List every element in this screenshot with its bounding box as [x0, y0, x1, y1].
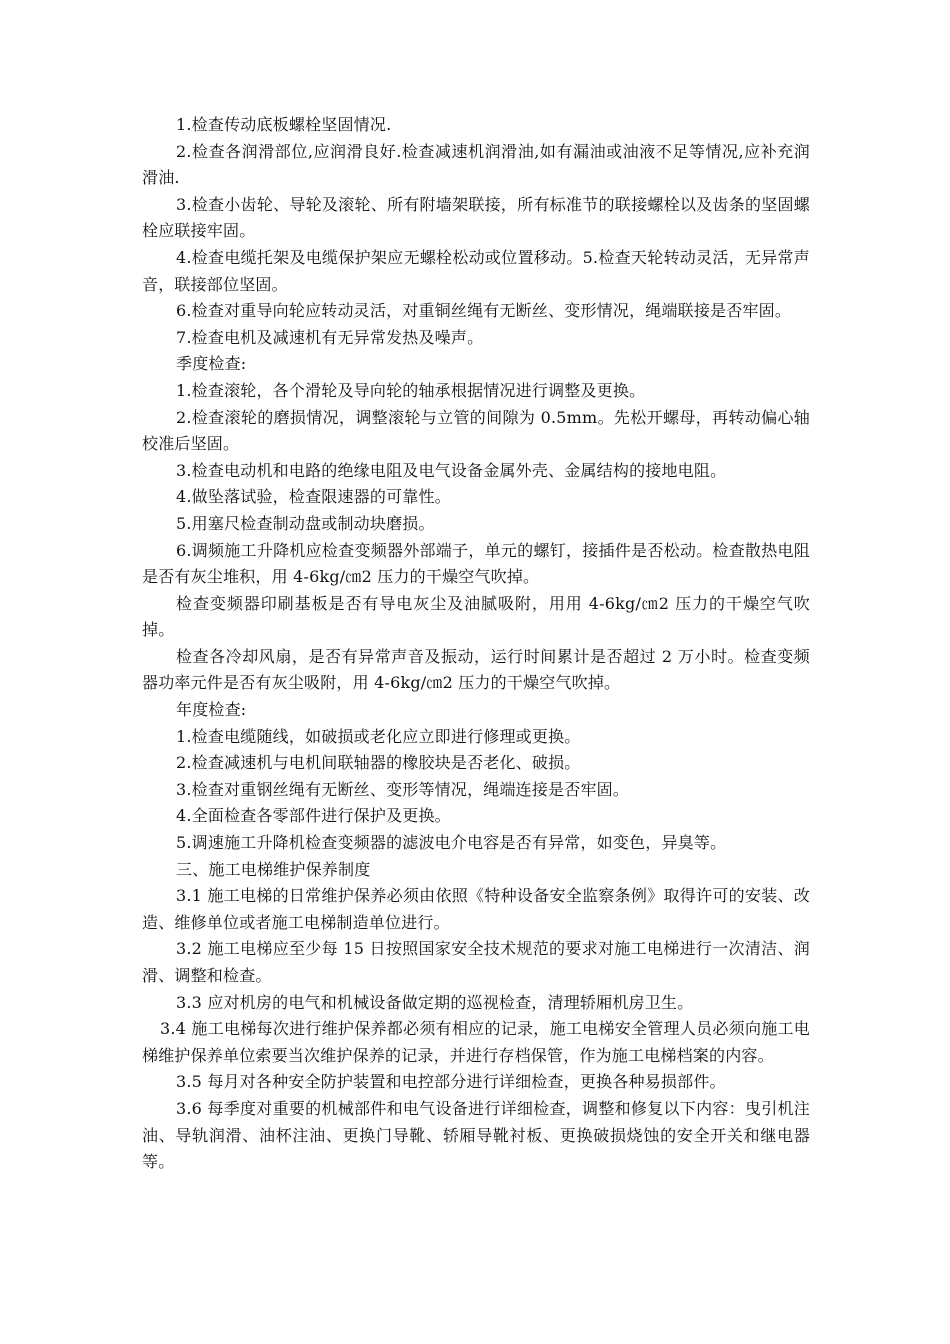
- paragraph-3: 3.检查小齿轮、导轮及滚轮、所有附墙架联接，所有标准节的联接螺栓以及齿条的坚固螺栓应联接牢固。: [142, 194, 810, 241]
- paragraph-22: 3.3 应对机房的电气和机械设备做定期的巡视检查，清理轿厢机房卫生。: [176, 992, 694, 1012]
- paragraph-7: 1.检查滚轮，各个滑轮及导向轮的轴承根据情况进行调整及更换。: [176, 380, 646, 400]
- paragraph-5: 6.检查对重导向轮应转动灵活，对重铜丝绳有无断丝、变形情况，绳端联接是否牢固。: [176, 301, 792, 321]
- paragraph-12: 6.调频施工升降机应检查变频器外部端子，单元的螺钉，接插件是否松动。检查散热电阻是否有灰尘堆积，用 4-6kg/㎝2 压力的干燥空气吹掉。: [142, 540, 810, 587]
- paragraph-25: 3.6 每季度对重要的机械部件和电气设备进行详细检查，调整和修复以下内容：曳引机注油、导轨润滑、油杯注油、更换门导靴、轿厢导靴衬板、更换破损烧蚀的安全开关和继电器等。: [142, 1098, 810, 1172]
- paragraph-24: 3.5 每月对各种安全防护装置和电控部分进行详细检查，更换各种易损部件。: [176, 1072, 726, 1092]
- paragraph-19: 5.调速施工升降机检查变频器的滤波电介电容是否有异常，如变色，异臭等。: [176, 833, 727, 853]
- paragraph-10: 4.做坠落试验，检查限速器的可靠性。: [176, 487, 451, 507]
- paragraph-2: 2.检查各润滑部位,应润滑良好.检查减速机润滑油,如有漏油或油液不足等情况,应补充润滑油.: [142, 141, 810, 188]
- paragraph-1: 1.检查传动底板螺栓坚固情况.: [176, 115, 392, 134]
- section-heading-maintenance-system: 三、施工电梯维护保养制度: [176, 859, 371, 879]
- section-heading-quarterly: 季度检查:: [176, 354, 247, 374]
- paragraph-6: 7.检查电机及减速机有无异常发热及噪声。: [176, 327, 484, 347]
- paragraph-15: 1.检查电缆随线，如破损或老化应立即进行修理或更换。: [176, 726, 581, 746]
- paragraph-4: 4.检查电缆托架及电缆保护架应无螺栓松动或位置移动。5.检查天轮转动灵活，无异常声音，联接部位坚固。: [142, 247, 810, 294]
- paragraph-8: 2.检查滚轮的磨损情况，调整滚轮与立管的间隙为 0.5mm。先松开螺母，再转动偏心轴校准后坚固。: [142, 407, 810, 454]
- paragraph-9: 3.检查电动机和电路的绝缘电阻及电气设备金属外壳、金属结构的接地电阻。: [176, 460, 727, 480]
- section-heading-annual: 年度检查:: [176, 700, 247, 720]
- paragraph-13: 检查变频器印刷基板是否有导电灰尘及油腻吸附，用用 4-6kg/㎝2 压力的干燥空气吹掉。: [142, 593, 810, 640]
- document-page: [142, 112, 810, 1176]
- paragraph-20: 3.1 施工电梯的日常维护保养必须由依照《特种设备安全监察条例》取得许可的安装、改造、维修单位或者施工电梯制造单位进行。: [142, 886, 810, 932]
- paragraph-16: 2.检查减速机与电机间联轴器的橡胶块是否老化、破损。: [176, 753, 581, 773]
- paragraph-23: 3.4 施工电梯每次进行维护保养都必须有相应的记录，施工电梯安全管理人员必须向施工电梯维护保养单位索要当次维护保养的记录，并进行存档保管，作为施工电梯档案的内容。: [142, 1019, 810, 1065]
- paragraph-14: 检查各冷却风扇，是否有异常声音及振动，运行时间累计是否超过 2 万小时。检查变频器功率元件是否有灰尘吸附，用 4-6kg/㎝2 压力的干燥空气吹掉。: [142, 646, 810, 693]
- paragraph-11: 5.用塞尺检查制动盘或制动块磨损。: [176, 513, 435, 533]
- paragraph-18: 4.全面检查各零部件进行保护及更换。: [176, 806, 451, 826]
- paragraph-17: 3.检查对重钢丝绳有无断丝、变形等情况，绳端连接是否牢固。: [176, 779, 630, 799]
- paragraph-21: 3.2 施工电梯应至少每 15 日按照国家安全技术规范的要求对施工电梯进行一次清洁、润滑、调整和检查。: [142, 939, 810, 985]
